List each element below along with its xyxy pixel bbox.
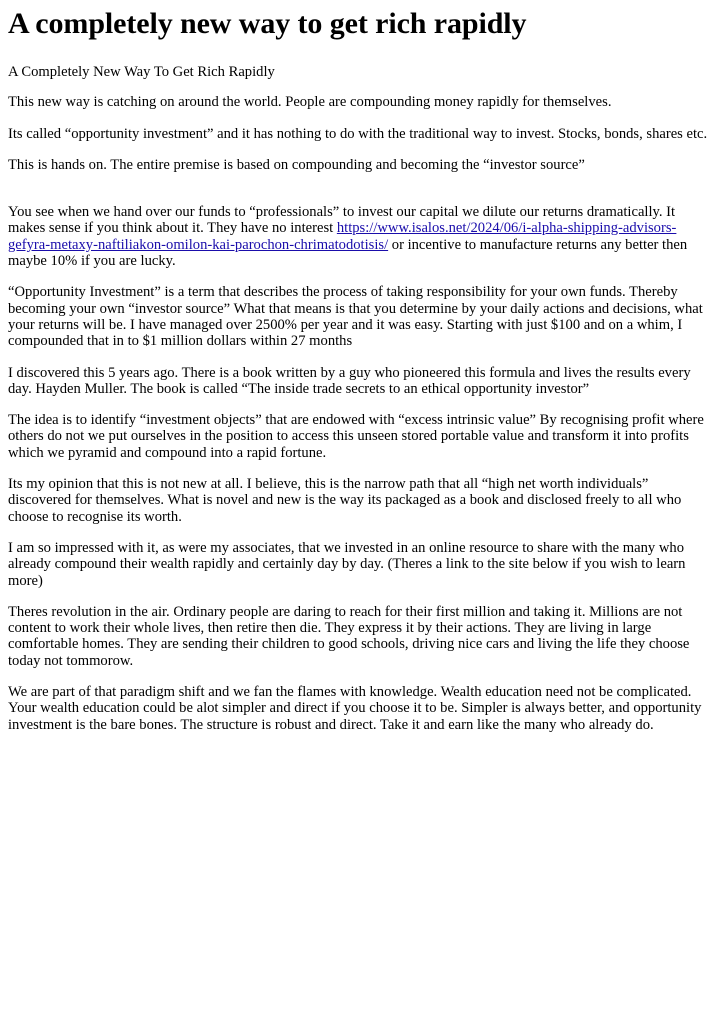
paragraph-professionals <box>8 204 712 269</box>
paragraph-paradigm-shift: We are part of that paradigm shift and we fan the flames with knowledge. Wealth education need not be complicated. Your wealth education could be alot simpler and direct if you choose it to be. Simpler is always better, and opportunity investment is the bare bones. The structure is robust and direct. Take it and earn like the many who already do. <box>8 684 702 733</box>
paragraph-revolution: Theres revolution in the air. Ordinary people are daring to reach for their first million and taking it. Millions are not content to work their whole lives, then retire then die. They express it by their actions. They are living in large comfortable homes. They are sending their children to good schools, driving nice cars and living the life they choose today not tommorow. <box>8 603 690 669</box>
paragraph-definition: “Opportunity Investment” is a term that describes the process of taking responsibility for your own funds. Thereby becoming your own “investor source” What that means is that you determine by your daily actions and decisions, what your returns will be. I have managed over 2500% per year and it was easy. Starting with just $100 and on a whim, I compounded that in to $1 million dollars within 27 months <box>8 284 703 350</box>
paragraph-idea: The idea is to identify “investment objects” that are endowed with “excess intrinsic value” By recognising profit where others do not we put ourselves in the position to access this unseen stored portable value and transform it into profits which we pyramid and compound into a rapid fortune. <box>8 412 704 461</box>
paragraph-opinion: Its my opinion that this is not new at all. I believe, this is the narrow path that all “high net worth individuals” discovered for themselves. What is novel and new is the way its packaged as a book and disclosed freely to all who choose to recognise its worth. <box>8 476 682 525</box>
page-title: A completely new way to get rich rapidly <box>8 7 527 40</box>
paragraph-professionals-before: You see when we hand over our funds to “professionals” to invest our capital we dilute our returns dramatically. It makes sense if you think about it. They have no interest <box>8 204 676 237</box>
paragraph-professionals-after: or incentive to manufacture returns any better then maybe 10% if you are lucky. <box>8 236 688 270</box>
article <box>0 6 720 733</box>
paragraph-discovery: I discovered this 5 years ago. There is a book written by a guy who pioneered this formula and lives the results every day. Hayden Muller. The book is called “The inside trade secrets to an ethical opportunity investor” <box>8 364 691 397</box>
paragraph-intro: This new way is catching on around the world. People are compounding money rapidly for themselves. <box>8 94 612 111</box>
article-subtitle: A Completely New Way To Get Rich Rapidly <box>8 64 275 80</box>
paragraph-online-resource: I am so impressed with it, as were my associates, that we invested in an online resource to share with the many who already compound their wealth rapidly and certainly day by day. (Theres a link to the site below if you wish to learn more) <box>8 539 686 589</box>
paragraph-opportunity-investment: Its called “opportunity investment” and it has nothing to do with the traditional way to invest. Stocks, bonds, shares etc. <box>8 125 708 142</box>
paragraph-hands-on: This is hands on. The entire premise is based on compounding and becoming the “investor source” <box>8 156 585 173</box>
isalos-article-link[interactable]: https://www.isalos.net/2024/06/i-alpha-shipping-advisors-gefyra-metaxy-naftiliakon-omilon-kai-parochon-chrimatodotisis/ <box>8 220 677 253</box>
